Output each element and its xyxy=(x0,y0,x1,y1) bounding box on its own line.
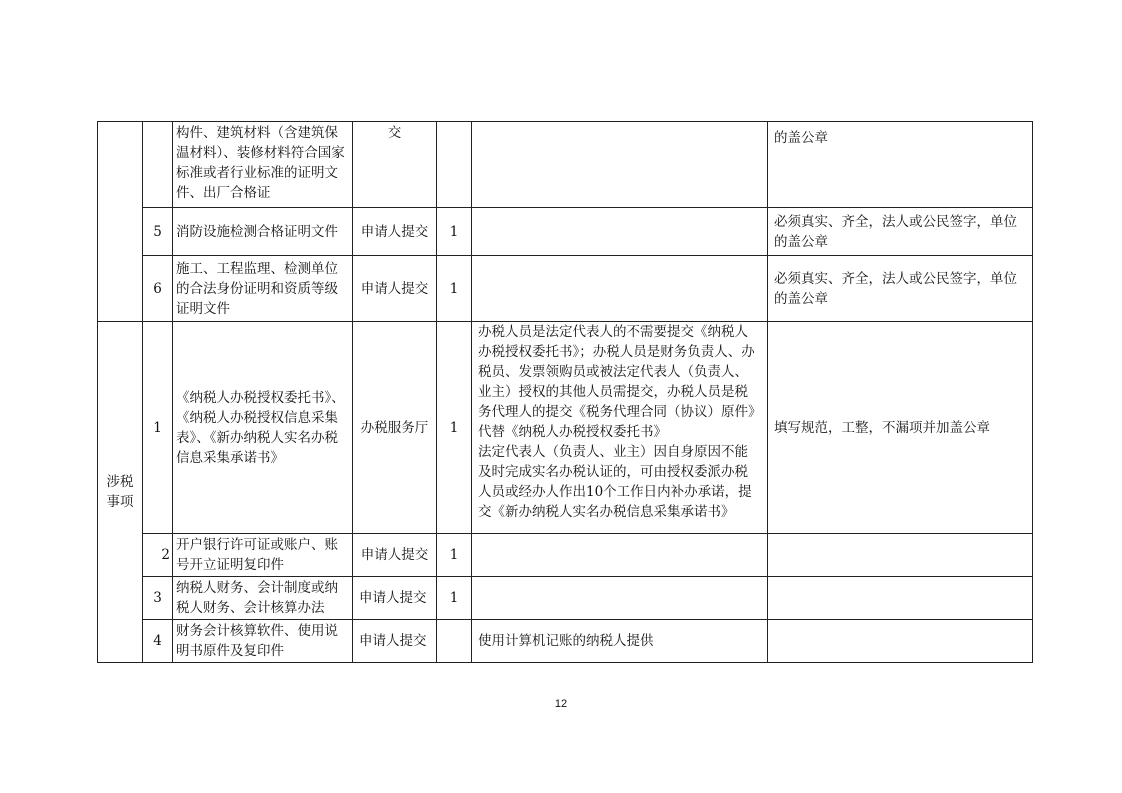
material-name: 财务会计核算软件、使用说明书原件及复印件 xyxy=(173,620,353,663)
table-row xyxy=(98,122,1033,208)
material-name: 施工、工程监理、检测单位的合法身份证明和资质等级证明文件 xyxy=(173,256,353,322)
material-notes xyxy=(472,256,768,322)
row-number: 6 xyxy=(143,256,173,322)
page-number: 12 xyxy=(554,698,568,710)
table-row xyxy=(98,208,1033,256)
submission-method: 申请人提交 xyxy=(353,620,437,663)
material-name: 消防设施检测合格证明文件 xyxy=(173,208,353,256)
copies-count xyxy=(437,122,472,208)
copies-count: 1 xyxy=(437,577,472,620)
row-number xyxy=(143,122,173,208)
material-notes: 办税人员是法定代表人的不需要提交《纳税人办税授权委托书》；办税人员是财务负责人、办税员、发票领购员或被法定代表人（负责人、业主）授权的其他人员需提交，办税人员是税务代理人的提交《税务代理合同（协议）原件》代替《纳税人办税授权委托书》 法定代表人（负责人、业主）因自身原因不能及时完成实名办税认证的，可由授权委派办税人员或经办人作出10个工作日内补办承诺，提交《新办纳税人实名办税信息采集承诺书》 xyxy=(472,322,768,534)
copies-count: 1 xyxy=(437,322,472,534)
table-row xyxy=(98,534,1033,577)
submission-method: 申请人提交 xyxy=(353,208,437,256)
submission-method: 申请人提交 xyxy=(353,534,437,577)
submission-method: 申请人提交 xyxy=(353,256,437,322)
materials-table xyxy=(97,121,1033,663)
material-name: 开户银行许可证或账户、账号开立证明复印件 xyxy=(173,534,353,577)
copies-count: 1 xyxy=(437,534,472,577)
material-requirement: 的盖公章 xyxy=(768,122,1033,208)
material-name: 《纳税人办税授权委托书》、《纳税人办税授权信息采集表》、《新办纳税人实名办税信息采集承诺书》 xyxy=(173,322,353,534)
row-number: 1 xyxy=(143,322,173,534)
material-notes xyxy=(472,208,768,256)
row-number: 5 xyxy=(143,208,173,256)
material-requirement: 填写规范，工整，不漏项并加盖公章 xyxy=(768,322,1033,534)
copies-count: 1 xyxy=(437,208,472,256)
material-requirement xyxy=(768,534,1033,577)
category-cell-continued xyxy=(98,122,143,322)
material-notes xyxy=(472,534,768,577)
material-notes xyxy=(472,577,768,620)
row-number: 3 xyxy=(143,577,173,620)
copies-count xyxy=(437,620,472,663)
table-row xyxy=(98,322,1033,534)
category-cell: 涉税事项 xyxy=(98,322,143,663)
row-number: 4 xyxy=(143,620,173,663)
material-requirement: 必须真实、齐全，法人或公民签字，单位的盖公章 xyxy=(768,208,1033,256)
submission-method: 交 xyxy=(353,122,437,208)
material-name: 构件、建筑材料（含建筑保温材料）、装修材料符合国家标准或者行业标准的证明文件、出厂合格证 xyxy=(173,122,353,208)
material-requirement: 必须真实、齐全，法人或公民签字，单位的盖公章 xyxy=(768,256,1033,322)
table-row xyxy=(98,577,1033,620)
material-requirement xyxy=(768,577,1033,620)
material-name: 纳税人财务、会计制度或纳税人财务、会计核算办法 xyxy=(173,577,353,620)
submission-method: 办税服务厅 xyxy=(353,322,437,534)
copies-count: 1 xyxy=(437,256,472,322)
table-row xyxy=(98,620,1033,663)
table-row xyxy=(98,256,1033,322)
material-requirement xyxy=(768,620,1033,663)
material-notes xyxy=(472,122,768,208)
material-notes: 使用计算机记账的纳税人提供 xyxy=(472,620,768,663)
submission-method: 申请人提交 xyxy=(353,577,437,620)
row-number: 2 xyxy=(143,534,173,577)
